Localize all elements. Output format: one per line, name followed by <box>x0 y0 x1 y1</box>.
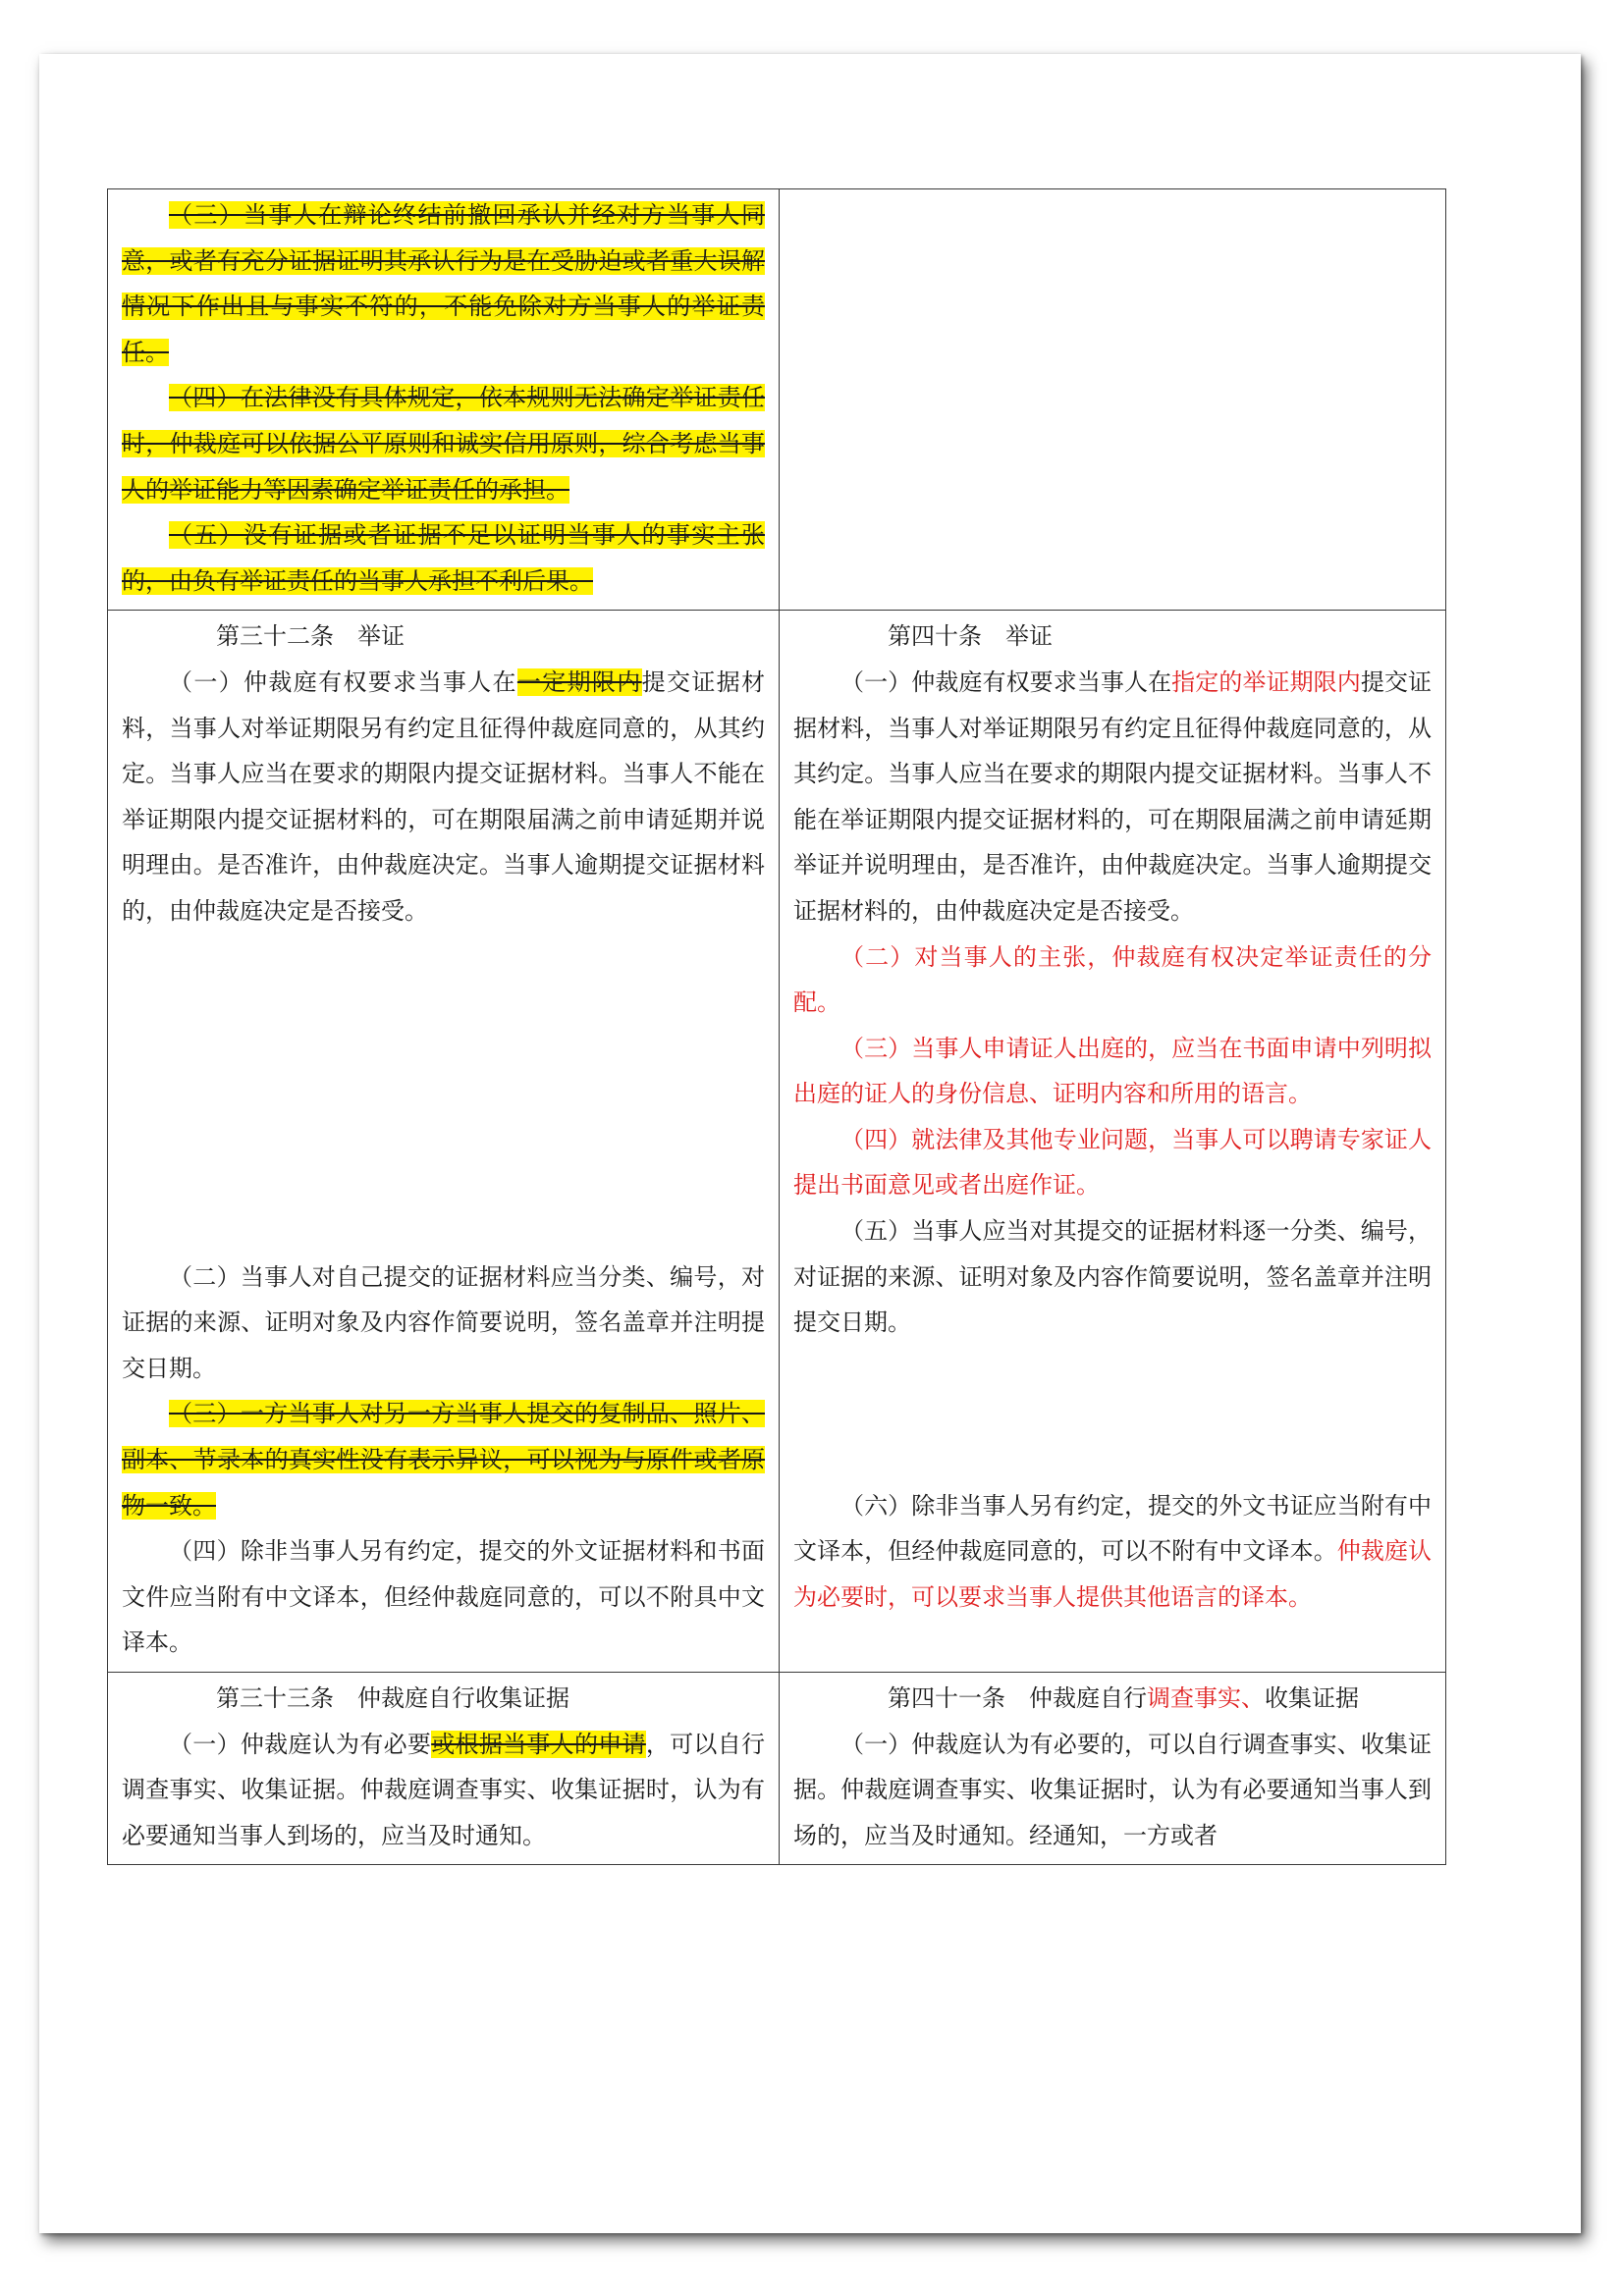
new-rule-cell <box>780 1673 1446 1865</box>
clause-paragraph <box>122 660 765 934</box>
text-segment: （一）仲裁庭认为有必要 <box>169 1730 432 1758</box>
added-text: 指定的举证期限内 <box>1171 667 1361 696</box>
text-segment: （一）仲裁庭认为有必要的，可以自行调查事实、收集证据。仲裁庭调查事实、收集证据时，认为有必要通知当事人到场的，应当及时通知。经通知，一方或者 <box>793 1730 1432 1849</box>
clause-paragraph <box>122 1528 765 1666</box>
text-segment: （一）仲裁庭有权要求当事人在 <box>840 667 1172 696</box>
text-segment: （二）当事人对自己提交的证据材料应当分类、编号，对证据的来源、证明对象及内容作简要说明，签名盖章并注明提交日期。 <box>122 1262 765 1382</box>
text-segment: ，可以自行调查事实、收集证据。仲裁庭调查事实、收集证据时，认为有必要通知当事人到场的，应当及时通知。 <box>122 1730 766 1849</box>
text-segment: 提交证据材料，当事人对举证期限另有约定且征得仲裁庭同意的，从其约定。当事人应当在要求的期限内提交证据材料。当事人不能在举证期限内提交证据材料的，可在期限届满之前申请延期并说明理由。是否准许，由仲裁庭决定。当事人逾期提交证据材料的，由仲裁庭决定是否接受。 <box>122 667 766 925</box>
text-segment: 第四十一条 仲裁庭自行 <box>888 1684 1147 1713</box>
deleted-text: 一定期限内 <box>516 667 642 696</box>
article-heading <box>793 1676 1432 1722</box>
deleted-text: （四）在法律没有具体规定，依本规则无法确定举证责任时，仲裁庭可以依据公平原则和诚实信用原则，综合考虑当事人的举证能力等因素确定举证责任的承担。 <box>122 384 765 504</box>
added-text: （三）当事人申请证人出庭的，应当在书面申请中列明拟出庭的证人的身份信息、证明内容和所用的语言。 <box>793 1034 1432 1108</box>
blank-space <box>793 1346 1432 1483</box>
clause-paragraph <box>793 1208 1432 1346</box>
deleted-text: 或根据当事人的申请 <box>431 1730 646 1758</box>
article-heading: 第三十二条 举证 <box>216 622 405 651</box>
clause-paragraph <box>122 1255 765 1392</box>
article-heading: 第三十三条 仲裁庭自行收集证据 <box>216 1684 569 1713</box>
clause-paragraph <box>793 1026 1432 1117</box>
clause-paragraph <box>122 512 765 604</box>
clause-paragraph <box>793 1722 1432 1859</box>
new-rule-cell <box>780 189 1446 611</box>
added-text: 调查事实、 <box>1147 1684 1265 1713</box>
text-segment: （四）除非当事人另有约定，提交的外文证据材料和书面文件应当附有中文译本，但经仲裁庭同意的，可以不附具中文译本。 <box>122 1537 765 1657</box>
old-rule-cell <box>108 1673 780 1865</box>
table-row <box>108 1673 1446 1865</box>
clause-paragraph <box>122 1722 765 1859</box>
added-text: 仲裁庭认为必要时，可以要求当事人提供其他语言的译本。 <box>793 1537 1433 1611</box>
deleted-text: （三）当事人在辩论终结前撤回承认并经对方当事人同意，或者有充分证据证明其承认行为是在受胁迫或者重大误解情况下作出且与事实不符的，不能免除对方当事人的举证责任。 <box>122 201 765 366</box>
clause-paragraph <box>122 1391 765 1528</box>
deleted-text: （五）没有证据或者证据不足以证明当事人的事实主张的，由负有举证责任的当事人承担不利后果。 <box>122 521 765 595</box>
clause-paragraph <box>793 1483 1432 1621</box>
text-segment: 提交证据材料，当事人对举证期限另有约定且征得仲裁庭同意的，从其约定。当事人应当在要求的期限内提交证据材料。当事人不能在举证期限内提交证据材料的，可在期限届满之前申请延期举证并说明理由，是否准许，由仲裁庭决定。当事人逾期提交证据材料的，由仲裁庭决定是否接受。 <box>793 667 1433 925</box>
clause-paragraph <box>793 660 1432 934</box>
old-rule-cell <box>108 611 780 1673</box>
text-segment: （六）除非当事人另有约定，提交的外文书证应当附有中文译本，但经仲裁庭同意的，可以不附有中文译本。 <box>793 1491 1432 1566</box>
text-segment: （五）当事人应当对其提交的证据材料逐一分类、编号，对证据的来源、证明对象及内容作简要说明，签名盖章并注明提交日期。 <box>793 1217 1432 1337</box>
added-text: （四）就法律及其他专业问题，当事人可以聘请专家证人提出书面意见或者出庭作证。 <box>793 1125 1432 1200</box>
table-row <box>108 189 1446 611</box>
clause-paragraph <box>122 192 765 375</box>
text-segment: （一）仲裁庭有权要求当事人在 <box>169 667 517 696</box>
added-text: （二）对当事人的主张，仲裁庭有权决定举证责任的分配。 <box>793 942 1432 1017</box>
new-rule-cell <box>780 611 1446 1673</box>
clause-paragraph <box>793 934 1432 1026</box>
blank-space <box>122 934 765 1255</box>
old-rule-cell <box>108 189 780 611</box>
table-row <box>108 611 1446 1673</box>
clause-paragraph <box>122 375 765 512</box>
deleted-text: （三）一方当事人对另一方当事人提交的复制品、照片、副本、节录本的真实性没有表示异议，可以视为与原件或者原物一致。 <box>122 1400 765 1520</box>
article-heading: 第四十条 举证 <box>888 622 1053 651</box>
clause-paragraph <box>793 1117 1432 1208</box>
comparison-table <box>107 188 1446 1865</box>
text-segment: 收集证据 <box>1265 1684 1359 1713</box>
